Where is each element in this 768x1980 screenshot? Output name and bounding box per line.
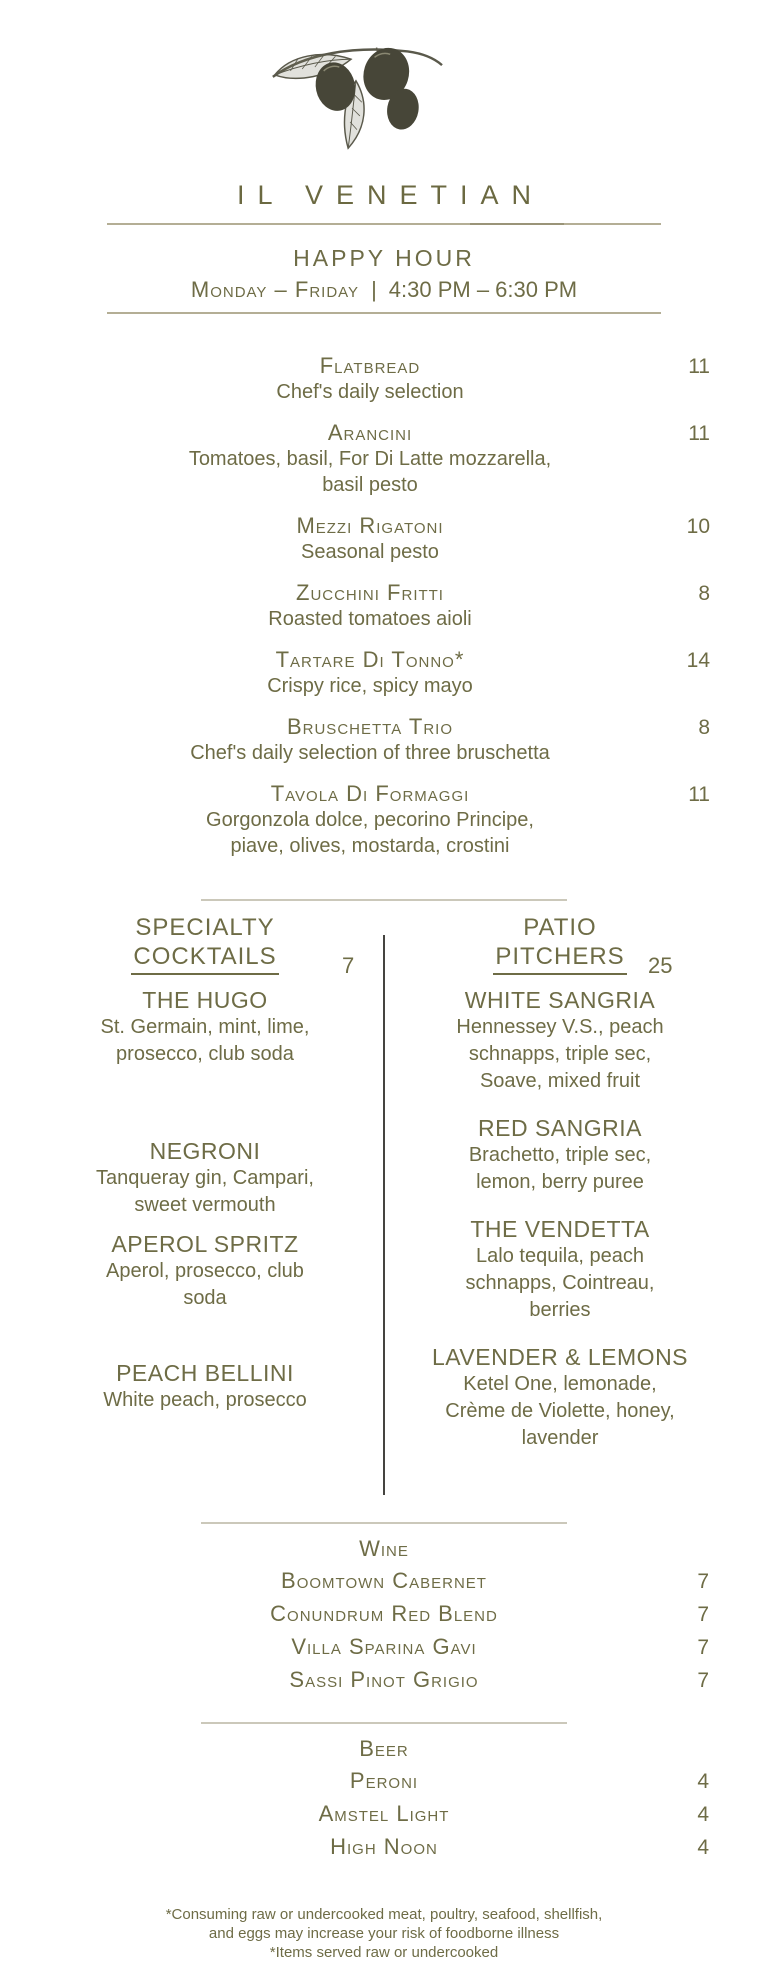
wine-row bbox=[0, 1600, 768, 1628]
beer-price: 4 bbox=[697, 1803, 710, 1826]
menu-item-description: Gorgonzola dolce, pecorino Principe, piave, olives, mostarda, crostini bbox=[206, 809, 534, 857]
menu-item-row bbox=[0, 646, 768, 699]
column-heading bbox=[55, 913, 355, 975]
drink-row bbox=[55, 1360, 355, 1414]
menu-item-price: 11 bbox=[688, 783, 710, 806]
beer-price: 4 bbox=[697, 1770, 710, 1793]
patio-pitchers-column bbox=[384, 913, 768, 1472]
wine-name: Boomtown Cabernet bbox=[281, 1568, 487, 1593]
drink-description: White peach, prosecco bbox=[103, 1389, 307, 1411]
restaurant-name: IL VENETIAN bbox=[236, 180, 545, 210]
wine-price: 7 bbox=[697, 1669, 710, 1692]
drinks-columns-section bbox=[0, 899, 768, 1494]
menu-item-price: 14 bbox=[686, 649, 710, 672]
drink-name: LAVENDER & LEMONS bbox=[431, 1344, 689, 1370]
menu-item-name: Zucchini Fritti bbox=[296, 580, 444, 605]
menu-item-name: Bruschetta Trio bbox=[286, 714, 454, 739]
drink-description: Hennessey V.S., peach schnapps, triple sec, Soave, mixed fruit bbox=[456, 1016, 664, 1092]
beer-name: Peroni bbox=[349, 1768, 419, 1793]
schedule-time: 4:30 PM – 6:30 PM bbox=[388, 277, 578, 302]
beer-name: High Noon bbox=[330, 1834, 438, 1859]
drink-name: RED SANGRIA bbox=[478, 1115, 642, 1141]
drink-description: Aperol, prosecco, club soda bbox=[106, 1260, 304, 1309]
specialty-cocktails-column bbox=[0, 913, 384, 1472]
divider-rule-schedule bbox=[107, 312, 661, 314]
column-heading-line2: PITCHERS bbox=[493, 942, 626, 975]
column-heading-line1: SPECIALTY bbox=[135, 914, 275, 941]
menu-item-price: 11 bbox=[688, 422, 710, 445]
drink-description: Brachetto, triple sec, lemon, berry puree bbox=[468, 1144, 652, 1193]
beer-row bbox=[0, 1800, 768, 1828]
drink-name: WHITE SANGRIA bbox=[464, 987, 656, 1013]
beer-heading: Beer bbox=[359, 1736, 409, 1761]
divider-rule-top bbox=[107, 223, 661, 225]
drink-name: APEROL SPRITZ bbox=[111, 1231, 299, 1257]
menu-item-row bbox=[0, 419, 768, 498]
drink-description: Lalo tequila, peach schnapps, Cointreau, berries bbox=[465, 1245, 655, 1321]
column-heading-line1: PATIO bbox=[523, 914, 597, 941]
menu-item-row bbox=[0, 780, 768, 859]
menu-item-description: Seasonal pesto bbox=[301, 541, 439, 563]
schedule-days: Monday – Friday bbox=[190, 277, 360, 302]
menu-item-description: Roasted tomatoes aioli bbox=[268, 608, 472, 630]
drink-name: THE HUGO bbox=[142, 987, 268, 1013]
wine-price: 7 bbox=[697, 1636, 710, 1659]
wine-row bbox=[0, 1567, 768, 1595]
menu-item-price: 11 bbox=[688, 355, 710, 378]
drink-name: PEACH BELLINI bbox=[116, 1360, 294, 1386]
drink-description: St. Germain, mint, lime, prosecco, club soda bbox=[100, 1016, 310, 1065]
drink-row bbox=[410, 1115, 710, 1196]
schedule-separator: | bbox=[371, 277, 377, 302]
food-items-section bbox=[0, 352, 768, 859]
drink-row bbox=[55, 1231, 355, 1312]
beer-row bbox=[0, 1767, 768, 1795]
menu-item-row bbox=[0, 352, 768, 405]
menu-item-name: Tavola Di Formaggi bbox=[270, 781, 470, 806]
wine-name: Conundrum Red Blend bbox=[270, 1601, 498, 1626]
wine-name: Sassi Pinot Grigio bbox=[289, 1667, 479, 1692]
menu-item-name: Arancini bbox=[327, 420, 413, 445]
menu-item-row bbox=[0, 579, 768, 632]
menu-item-name: Flatbread bbox=[319, 353, 421, 378]
drink-row bbox=[410, 987, 710, 1095]
menu-item-name: Mezzi Rigatoni bbox=[296, 513, 444, 538]
olive-branch-icon bbox=[259, 26, 449, 158]
menu-item-description: Chef's daily selection bbox=[276, 381, 464, 403]
divider-rule-beer bbox=[201, 1722, 567, 1724]
wine-section bbox=[0, 1522, 768, 1694]
column-price: 25 bbox=[648, 953, 673, 978]
menu-item-row bbox=[0, 713, 768, 766]
menu-item-price: 8 bbox=[698, 716, 710, 739]
footnote-line: and eggs may increase your risk of foodborne illness bbox=[208, 1925, 560, 1942]
beer-row bbox=[0, 1833, 768, 1861]
drink-name: NEGRONI bbox=[149, 1138, 261, 1164]
column-heading-line2: COCKTAILS bbox=[131, 942, 278, 975]
wine-price: 7 bbox=[697, 1570, 710, 1593]
column-price: 7 bbox=[342, 953, 355, 978]
menu-item-row bbox=[0, 512, 768, 565]
drink-name: THE VENDETTA bbox=[470, 1216, 650, 1242]
menu-item-description: Chef's daily selection of three bruschetta bbox=[190, 742, 550, 764]
rule-dark-segment bbox=[470, 223, 564, 225]
wine-heading: Wine bbox=[359, 1536, 409, 1561]
wine-row bbox=[0, 1666, 768, 1694]
schedule bbox=[0, 276, 768, 304]
drink-description: Tanqueray gin, Campari, sweet vermouth bbox=[96, 1167, 314, 1216]
wine-price: 7 bbox=[697, 1603, 710, 1626]
wine-name: Villa Sparina Gavi bbox=[291, 1634, 477, 1659]
menu-title: HAPPY HOUR bbox=[293, 245, 475, 271]
beer-price: 4 bbox=[697, 1836, 710, 1859]
drink-row bbox=[55, 987, 355, 1068]
beer-name: Amstel Light bbox=[318, 1801, 450, 1826]
drink-row bbox=[410, 1344, 710, 1452]
footnote-line: *Items served raw or undercooked bbox=[269, 1944, 499, 1961]
drink-row bbox=[410, 1216, 710, 1324]
menu-item-name: Tartare Di Tonno* bbox=[275, 647, 465, 672]
menu-item-price: 8 bbox=[698, 582, 710, 605]
menu-item-description: Tomatoes, basil, For Di Latte mozzarella, basil pesto bbox=[188, 448, 552, 496]
divider-rule-cocktails bbox=[201, 899, 567, 901]
footnote-line: *Consuming raw or undercooked meat, poultry, seafood, shellfish, bbox=[165, 1906, 603, 1923]
menu-item-description: Crispy rice, spicy mayo bbox=[267, 675, 473, 697]
menu-item-price: 10 bbox=[686, 515, 710, 538]
divider-rule-wine bbox=[201, 1522, 567, 1524]
drink-row bbox=[55, 1138, 355, 1219]
drink-description: Ketel One, lemonade, Crème de Violette, honey, lavender bbox=[445, 1373, 675, 1449]
beer-section bbox=[0, 1722, 768, 1861]
footnote bbox=[0, 1905, 768, 1962]
wine-row bbox=[0, 1633, 768, 1661]
